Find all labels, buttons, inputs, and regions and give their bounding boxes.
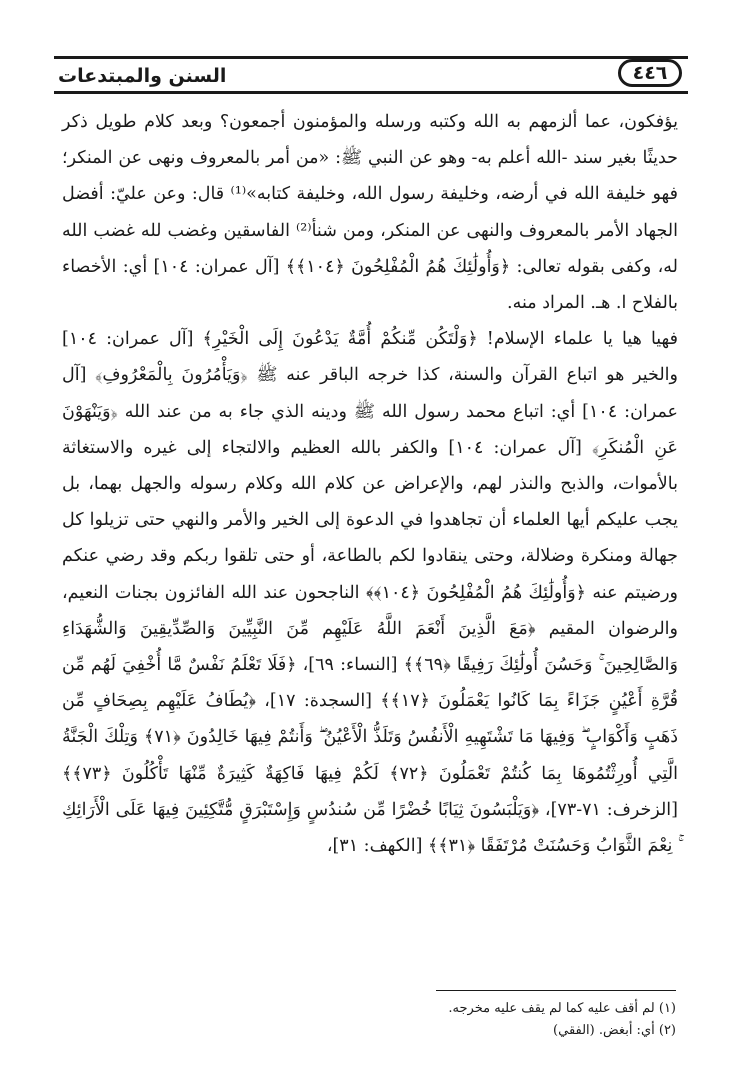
main-text: [62, 104, 678, 864]
footnote: (٢) أي: أبغض. (الفقي): [553, 1023, 676, 1038]
header-rule-bottom: [54, 91, 688, 94]
footnotes: [200, 998, 676, 1042]
header-rule-top: [54, 56, 688, 59]
paragraph: فهيا هيا يا علماء الإسلام! ﴿وَلْتَكُن مِّنكُمْ أُمَّةٌ يَدْعُونَ إِلَى الْخَيْرِ﴾ [آل عمران: ١٠٤] والخير هو اتباع القرآن والسنة، كذا خرجه الباقر عنه ﷺ ﴿وَيَأْمُرُونَ بِالْمَعْرُوفِ﴾ [آل عمران: ١٠٤] أي: اتباع محمد رسول الله ﷺ ودينه الذي جاء به من عند الله ﴿وَيَنْهَوْنَ عَنِ الْمُنكَرِ﴾ [آل عمران: ١٠٤] والكفر بالله العظيم والالتجاء إلى غيره والاستغاثة بالأموات، والذبح والنذر لهم، والإعراض عن كلام الله وكلام رسوله والجهل بهما، بل يجب عليكم أيها العلماء أن تجاهدوا في الدعوة إلى الخير والأمر والنهي حتى تزيلوا كل جهالة ومنكرة وضلالة، وحتى ينقادوا لكم بالطاعة، أو حتى تلقوا ربكم وقد رضي عنكم ورضيتم عنه ﴿وَأُولَٰئِكَ هُمُ الْمُفْلِحُونَ ﴿١٠٤﴾﴾ الناجحون عند الله الفائزون بجنات النعيم، والرضوان المقيم ﴿مَعَ الَّذِينَ أَنْعَمَ اللَّهُ عَلَيْهِم مِّنَ النَّبِيِّينَ وَالصِّدِّيقِينَ وَالشُّهَدَاءِ وَالصَّالِحِينَ ۚ وَحَسُنَ أُولَٰئِكَ رَفِيقًا ﴿٦٩﴾﴾ [النساء: ٦٩]، ﴿فَلَا تَعْلَمُ نَفْسٌ مَّا أُخْفِيَ لَهُم مِّن قُرَّةِ أَعْيُنٍ جَزَاءً بِمَا كَانُوا يَعْمَلُونَ ﴿١٧﴾﴾ [السجدة: ١٧]، ﴿يُطَافُ عَلَيْهِم بِصِحَافٍ مِّن ذَهَبٍ وَأَكْوَابٍ ۖ وَفِيهَا مَا تَشْتَهِيهِ الْأَنفُسُ وَتَلَذُّ الْأَعْيُنُ ۖ وَأَنتُمْ فِيهَا خَالِدُونَ ﴿٧١﴾ وَتِلْكَ الْجَنَّةُ الَّتِي أُورِثْتُمُوهَا بِمَا كُنتُمْ تَعْمَلُونَ ﴿٧٢﴾ لَكُمْ فِيهَا فَاكِهَةٌ كَثِيرَةٌ مِّنْهَا تَأْكُلُونَ ﴿٧٣﴾﴾ [الزخرف: ٧١-٧٣]، ﴿وَيَلْبَسُونَ ثِيَابًا خُضْرًا مِّن سُندُسٍ وَإِسْتَبْرَقٍ مُّتَّكِئِينَ فِيهَا عَلَى الْأَرَائِكِ ۚ نِعْمَ الثَّوَابُ وَحَسُنَتْ مُرْتَفَقًا ﴿٣١﴾﴾ [الكهف: ٣١]،: [62, 329, 678, 857]
page-number: ٤٤٦: [618, 59, 682, 87]
running-title: السنن والمبتدعات: [58, 65, 227, 87]
page-header: [54, 56, 688, 94]
footnote: (١) لم أقف عليه كما لم يقف عليه مخرجه.: [448, 1001, 676, 1016]
footnote-separator: [436, 990, 676, 991]
paragraph: يؤفكون، عما ألزمهم به الله وكتبه ورسله والمؤمنون أجمعون؟ وبعد كلام طويل ذكر حديثًا بغير سند -الله أعلم به- وهو عن النبي ﷺ: «من أمر بالمعروف ونهى عن المنكر؛ فهو خليفة الله في أرضه، وخليفة رسول الله، وخليفة كتابه»⁽¹⁾ قال: وعن عليّ: أفضل الجهاد الأمر بالمعروف والنهى عن المنكر، ومن شنأ⁽²⁾ الفاسقين وغضب لله غضب الله له، وكفى بقوله تعالى: ﴿وَأُولَٰئِكَ هُمُ الْمُفْلِحُونَ ﴿١٠٤﴾﴾ [آل عمران: ١٠٤] أي: الأخصاء بالفلاح ا. هـ. المراد منه.: [62, 112, 678, 314]
